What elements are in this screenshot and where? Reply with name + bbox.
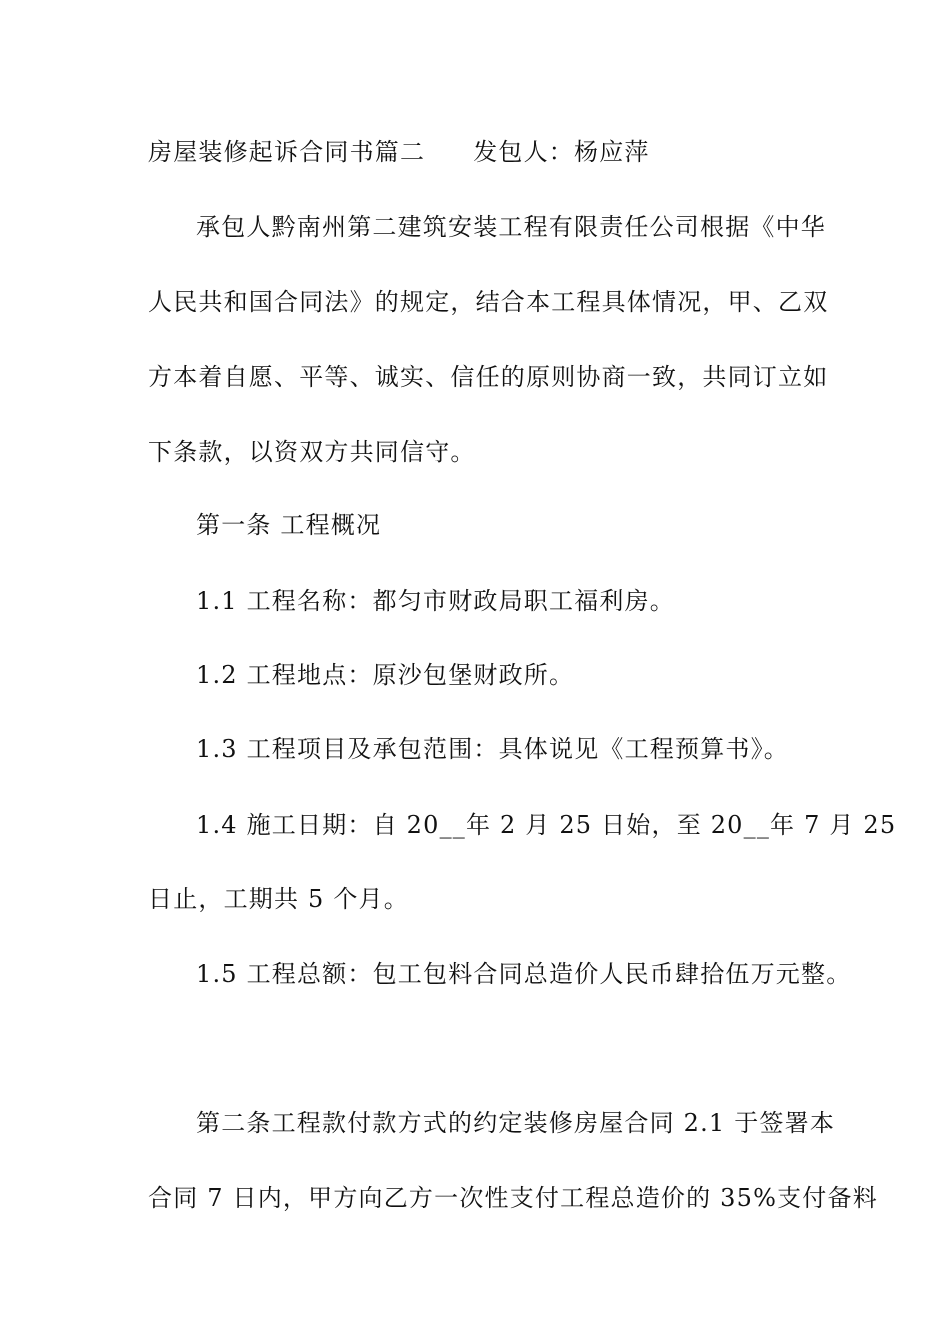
- item-1-2: 1.2 工程地点：原沙包堡财政所。: [196, 661, 575, 689]
- item-1-3: 1.3 工程项目及承包范围：具体说见《工程预算书》。: [196, 735, 789, 763]
- article2-line: 第二条工程款付款方式的约定装修房屋合同 2.1 于签署本: [196, 1109, 836, 1137]
- document-title: 房屋装修起诉合同书篇二: [148, 138, 426, 166]
- item-1-5: 1.5 工程总额：包工包料合同总造价人民币肆拾伍万元整。: [196, 960, 852, 988]
- paragraph-line: 承包人黔南州第二建筑安装工程有限责任公司根据《中华: [196, 213, 826, 241]
- item-1-4-line: 日止，工期共 5 个月。: [148, 885, 409, 913]
- article1-heading: 第一条 工程概况: [196, 511, 382, 539]
- paragraph-line: 方本着自愿、平等、诚实、信任的原则协商一致，共同订立如: [148, 363, 829, 391]
- employer-line: 发包人：杨应萍: [473, 138, 650, 166]
- paragraph-line: 下条款，以资双方共同信守。: [148, 438, 476, 466]
- item-1-1: 1.1 工程名称：都匀市财政局职工福利房。: [196, 587, 675, 615]
- item-1-4-line: 1.4 施工日期：自 20__年 2 月 25 日始，至 20__年 7 月 25: [196, 811, 897, 839]
- title-line: [148, 137, 650, 167]
- paragraph-line: 人民共和国合同法》的规定，结合本工程具体情况，甲、乙双: [148, 288, 829, 316]
- article2-line: 合同 7 日内，甲方向乙方一次性支付工程总造价的 35%支付备料: [148, 1184, 878, 1212]
